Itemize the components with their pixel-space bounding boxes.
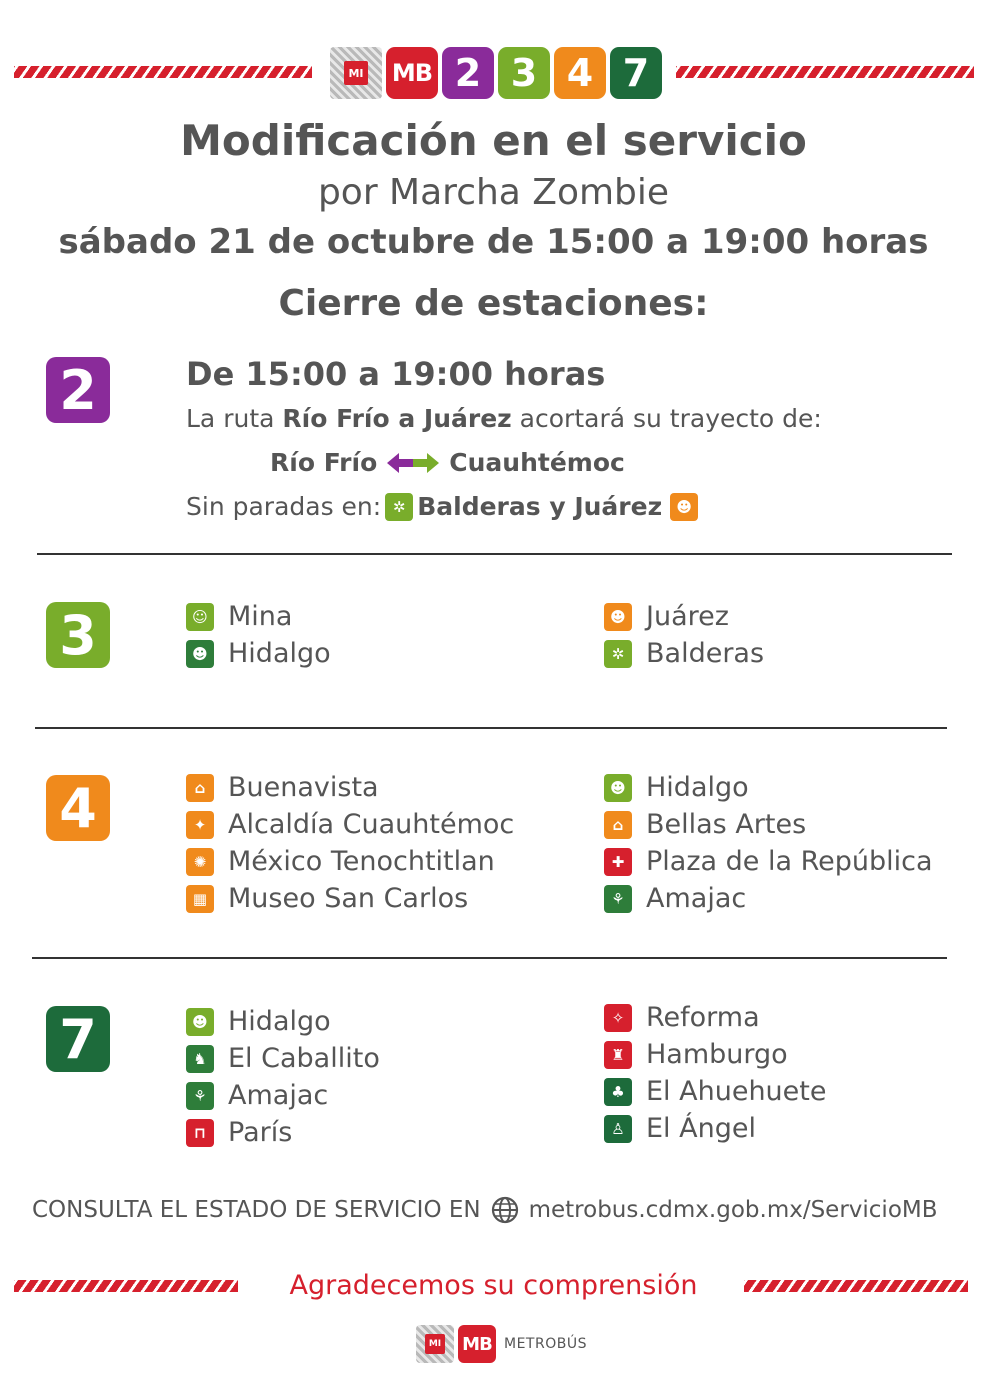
thanks-message: Agradecemos su comprensión — [289, 1270, 698, 1301]
section-divider — [35, 727, 947, 729]
station-item: ♣ El Ahuehuete — [604, 1073, 826, 1110]
section-divider — [37, 553, 952, 555]
station-item: ☺ Mina — [186, 598, 331, 635]
station-item: ♙ El Ángel — [604, 1110, 826, 1147]
station-item: ✚ Plaza de la República — [604, 843, 933, 880]
line-2-shortened-route — [270, 448, 625, 477]
no-stops-stations: Balderas y Juárez — [417, 492, 663, 521]
line-2-hours: De 15:00 a 19:00 horas — [186, 355, 606, 393]
san-carlos-station-icon: ▦ — [186, 885, 214, 913]
line-4-badge: 4 — [46, 775, 110, 841]
station-item: ✲ Balderas — [604, 635, 764, 672]
line-2-no-stops: Sin paradas en: ✲ Balderas y Juárez ☻ — [186, 492, 698, 521]
balderas-station-icon: ✲ — [385, 493, 413, 521]
hazard-stripe-top-left — [14, 66, 312, 78]
globe-icon — [491, 1196, 519, 1224]
closures-heading: Cierre de estaciones: — [278, 283, 709, 324]
balderas-station-icon: ✲ — [604, 640, 632, 668]
reforma-station-icon: ✧ — [604, 1004, 632, 1032]
section-divider — [32, 957, 947, 959]
buenavista-station-icon: ⌂ — [186, 774, 214, 802]
station-item: ⚘ Amajac — [604, 880, 933, 917]
line-3-stations-left — [186, 598, 331, 672]
ahuehuete-station-icon: ♣ — [604, 1078, 632, 1106]
juarez-station-icon: ☻ — [604, 603, 632, 631]
line-2-logo: 2 — [442, 47, 494, 99]
header-logo-row — [330, 47, 662, 99]
station-item: ☻ Hidalgo — [186, 635, 331, 672]
hazard-stripe-top-right — [676, 66, 974, 78]
hidalgo-station-icon: ☻ — [186, 640, 214, 668]
station-item: ▦ Museo San Carlos — [186, 880, 514, 917]
line-7-badge: 7 — [46, 1006, 110, 1072]
station-item: ⊓ París — [186, 1114, 380, 1151]
bidirectional-arrow-icon — [387, 452, 439, 474]
station-item: ♞ El Caballito — [186, 1040, 380, 1077]
angel-station-icon: ♙ — [604, 1115, 632, 1143]
metro-logo: MI — [330, 47, 382, 99]
station-item: ⌂ Buenavista — [186, 769, 514, 806]
station-item: ✦ Alcaldía Cuauhtémoc — [186, 806, 514, 843]
page-title: Modificación en el servicio — [180, 116, 807, 165]
line-3-badge: 3 — [46, 602, 110, 668]
station-item: ⌂ Bellas Artes — [604, 806, 933, 843]
line-7-stations-right — [604, 999, 826, 1147]
line-3-stations-right — [604, 598, 764, 672]
station-item: ✺ México Tenochtitlan — [186, 843, 514, 880]
line-7-stations-left — [186, 1003, 380, 1151]
amajac-station-icon: ⚘ — [186, 1082, 214, 1110]
metrobus-logo: MB — [458, 1325, 496, 1363]
metro-logo: MI — [416, 1325, 454, 1363]
service-status-note — [32, 1196, 938, 1224]
bellas-artes-station-icon: ⌂ — [604, 811, 632, 839]
republica-station-icon: ✚ — [604, 848, 632, 876]
juarez-station-icon: ☻ — [670, 493, 698, 521]
line-4-logo: 4 — [554, 47, 606, 99]
hidalgo-station-icon: ☻ — [604, 774, 632, 802]
line-2-badge: 2 — [46, 357, 110, 423]
station-item: ☻ Hidalgo — [604, 769, 933, 806]
station-item: ⚘ Amajac — [186, 1077, 380, 1114]
caballito-station-icon: ♞ — [186, 1045, 214, 1073]
event-date: sábado 21 de octubre de 15:00 a 19:00 horas — [58, 222, 929, 262]
amajac-station-icon: ⚘ — [604, 885, 632, 913]
line-2-route-name: Río Frío a Juárez — [282, 404, 512, 433]
metrobus-logo: MB — [386, 47, 438, 99]
station-item: ✧ Reforma — [604, 999, 826, 1036]
line-3-logo: 3 — [498, 47, 550, 99]
consulta-text: CONSULTA EL ESTADO DE SERVICIO EN — [32, 1197, 481, 1223]
alcaldia-station-icon: ✦ — [186, 811, 214, 839]
line-4-stations-left — [186, 769, 514, 917]
line-2-route-text: La ruta Río Frío a Juárez acortará su trayecto de: — [186, 404, 822, 433]
station-item: ☻ Hidalgo — [186, 1003, 380, 1040]
mina-station-icon: ☺ — [186, 603, 214, 631]
page-subtitle: por Marcha Zombie — [317, 172, 670, 213]
hidalgo-station-icon: ☻ — [186, 1008, 214, 1036]
service-url-link[interactable]: metrobus.cdmx.gob.mx/ServicioMB — [528, 1197, 938, 1223]
line-7-logo: 7 — [610, 47, 662, 99]
station-item: ☻ Juárez — [604, 598, 764, 635]
line-4-stations-right — [604, 769, 933, 917]
route-from: Río Frío — [270, 448, 378, 477]
route-to: Cuauhtémoc — [449, 448, 625, 477]
station-item: ♜ Hamburgo — [604, 1036, 826, 1073]
tenochtitlan-station-icon: ✺ — [186, 848, 214, 876]
hamburgo-station-icon: ♜ — [604, 1041, 632, 1069]
metrobus-wordmark: METROBÚS — [504, 1336, 587, 1352]
paris-station-icon: ⊓ — [186, 1119, 214, 1147]
footer-logo — [416, 1325, 587, 1363]
